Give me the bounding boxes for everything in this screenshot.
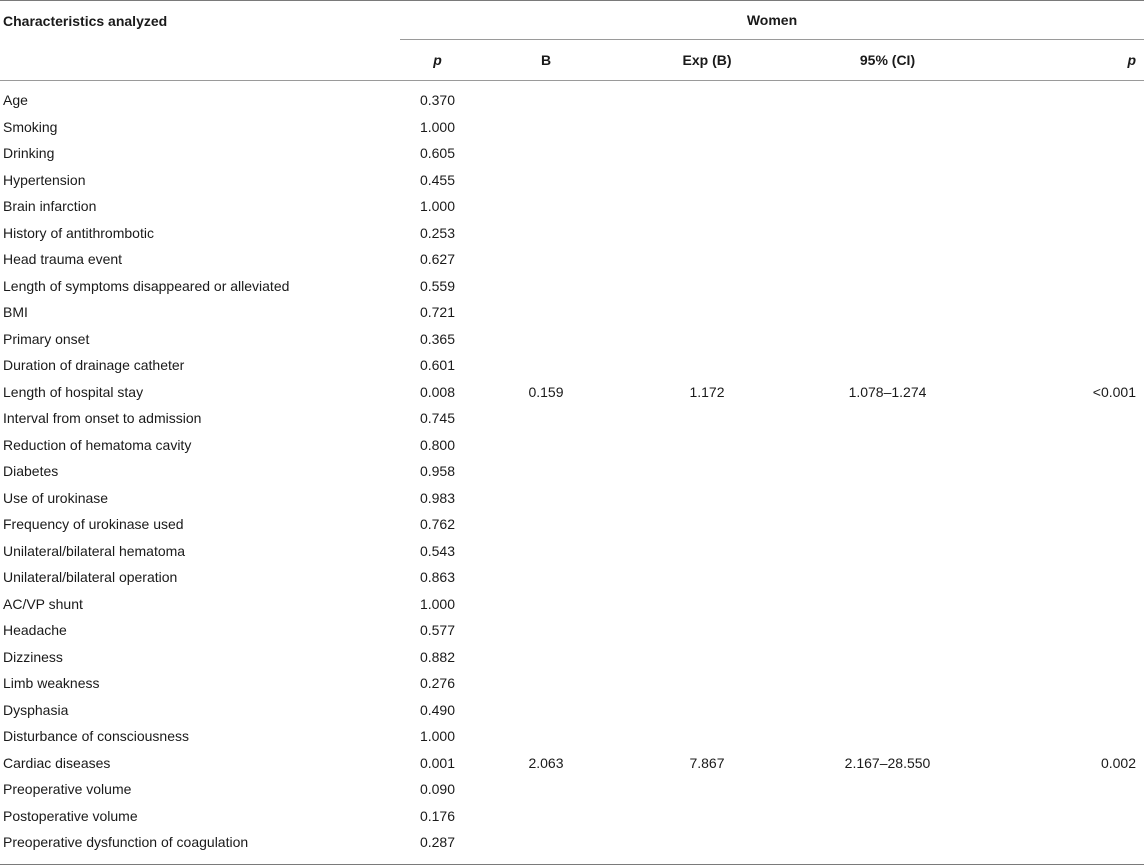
b-value-cell xyxy=(475,829,617,864)
column-header-p: p xyxy=(433,52,442,68)
p2-value-cell xyxy=(978,81,1144,114)
b-value-cell xyxy=(475,81,617,114)
header-row-1 xyxy=(0,1,1144,40)
table-row xyxy=(0,750,1144,777)
table-row xyxy=(0,564,1144,591)
p2-value-cell xyxy=(978,193,1144,220)
expb-value-cell xyxy=(617,273,797,300)
expb-value-cell: 1.172 xyxy=(689,383,725,400)
ci-value-cell xyxy=(797,140,978,167)
b-value-cell xyxy=(475,220,617,247)
p2-value-cell xyxy=(978,803,1144,830)
table-row xyxy=(0,405,1144,432)
expb-value-cell xyxy=(617,167,797,194)
row-label-cell: Length of symptoms disappeared or alleviated xyxy=(3,277,290,294)
b-value-cell xyxy=(475,776,617,803)
expb-value-cell xyxy=(617,299,797,326)
row-label-cell: Length of hospital stay xyxy=(3,383,144,400)
p-value-cell: 0.601 xyxy=(419,357,456,374)
b-value-cell xyxy=(475,803,617,830)
p2-value-cell xyxy=(978,299,1144,326)
p2-value-cell xyxy=(978,511,1144,538)
p-value-cell: 0.276 xyxy=(419,675,456,692)
ci-value-cell xyxy=(797,776,978,803)
b-value-cell xyxy=(475,458,617,485)
b-value-cell xyxy=(475,591,617,618)
b-value-cell xyxy=(475,352,617,379)
p2-value-cell xyxy=(978,723,1144,750)
ci-value-cell xyxy=(797,538,978,565)
expb-value-cell xyxy=(617,220,797,247)
ci-value-cell xyxy=(797,591,978,618)
p2-value-cell xyxy=(978,617,1144,644)
expb-value-cell xyxy=(617,114,797,141)
b-value-cell xyxy=(475,617,617,644)
expb-value-cell xyxy=(617,564,797,591)
p-value-cell: 0.983 xyxy=(419,489,456,506)
b-value-cell xyxy=(475,511,617,538)
p2-value-cell xyxy=(978,326,1144,353)
p2-value-cell: 0.002 xyxy=(1100,754,1136,771)
table-row xyxy=(0,167,1144,194)
table-row xyxy=(0,697,1144,724)
row-label-cell: Smoking xyxy=(3,118,58,135)
b-value-cell xyxy=(475,273,617,300)
p2-value-cell xyxy=(978,140,1144,167)
p-value-cell: 1.000 xyxy=(419,728,456,745)
table-row xyxy=(0,776,1144,803)
expb-value-cell: 7.867 xyxy=(689,754,725,771)
row-label-cell: Cardiac diseases xyxy=(3,754,111,771)
p-value-cell: 0.863 xyxy=(419,569,456,586)
ci-value-cell xyxy=(797,644,978,671)
p2-value-cell xyxy=(978,458,1144,485)
expb-value-cell xyxy=(617,326,797,353)
ci-value-cell xyxy=(797,193,978,220)
ci-value-cell xyxy=(797,246,978,273)
row-label-cell: Preoperative volume xyxy=(3,781,132,798)
expb-value-cell xyxy=(617,591,797,618)
table-row xyxy=(0,140,1144,167)
ci-value-cell xyxy=(797,220,978,247)
column-header-expb: Exp (B) xyxy=(682,52,732,68)
p-value-cell: 0.543 xyxy=(419,542,456,559)
p2-value-cell xyxy=(978,644,1144,671)
table-row xyxy=(0,591,1144,618)
p-value-cell: 0.287 xyxy=(419,834,456,851)
table-row xyxy=(0,299,1144,326)
row-label-cell: Unilateral/bilateral hematoma xyxy=(3,542,186,559)
p2-value-cell xyxy=(978,405,1144,432)
ci-value-cell xyxy=(797,81,978,114)
b-value-cell xyxy=(475,114,617,141)
expb-value-cell xyxy=(617,246,797,273)
table-row xyxy=(0,458,1144,485)
p-value-cell: 0.721 xyxy=(419,304,456,321)
table-row xyxy=(0,193,1144,220)
expb-value-cell xyxy=(617,829,797,864)
table-row xyxy=(0,432,1144,459)
row-label-cell: Hypertension xyxy=(3,171,86,188)
expb-value-cell xyxy=(617,81,797,114)
ci-value-cell xyxy=(797,114,978,141)
row-label-cell: Interval from onset to admission xyxy=(3,410,202,427)
expb-value-cell xyxy=(617,538,797,565)
p2-value-cell xyxy=(978,485,1144,512)
p-value-cell: 0.490 xyxy=(419,701,456,718)
expb-value-cell xyxy=(617,644,797,671)
expb-value-cell xyxy=(617,697,797,724)
p2-value-cell xyxy=(978,538,1144,565)
table-row xyxy=(0,538,1144,565)
row-label-cell: Brain infarction xyxy=(3,198,97,215)
table-row xyxy=(0,246,1144,273)
p-value-cell: 0.365 xyxy=(419,330,456,347)
p2-value-cell: <0.001 xyxy=(1092,383,1136,400)
ci-value-cell xyxy=(797,829,978,864)
ci-value-cell xyxy=(797,167,978,194)
expb-value-cell xyxy=(617,352,797,379)
p-value-cell: 0.253 xyxy=(419,224,456,241)
p-value-cell: 0.008 xyxy=(419,383,456,400)
row-label-cell: Primary onset xyxy=(3,330,90,347)
table-body xyxy=(0,81,1144,865)
p-value-cell: 0.559 xyxy=(419,277,456,294)
p-value-cell: 0.001 xyxy=(419,754,456,771)
ci-value-cell xyxy=(797,405,978,432)
b-value-cell xyxy=(475,405,617,432)
b-value-cell xyxy=(475,246,617,273)
ci-value-cell xyxy=(797,723,978,750)
p-value-cell: 0.762 xyxy=(419,516,456,533)
row-label-cell: Dysphasia xyxy=(3,701,69,718)
b-value-cell xyxy=(475,670,617,697)
table-row xyxy=(0,273,1144,300)
b-value-cell xyxy=(475,697,617,724)
p2-value-cell xyxy=(978,273,1144,300)
ci-value-cell xyxy=(797,564,978,591)
ci-value-cell xyxy=(797,432,978,459)
ci-value-cell xyxy=(797,617,978,644)
table-row xyxy=(0,352,1144,379)
p-value-cell: 0.370 xyxy=(419,92,456,109)
row-label-header: Characteristics analyzed xyxy=(3,13,168,29)
row-label-cell: Limb weakness xyxy=(3,675,100,692)
table-row xyxy=(0,220,1144,247)
row-label-cell: Head trauma event xyxy=(3,251,123,268)
expb-value-cell xyxy=(617,193,797,220)
p-value-cell: 0.176 xyxy=(419,807,456,824)
expb-value-cell xyxy=(617,617,797,644)
expb-value-cell xyxy=(617,485,797,512)
p2-value-cell xyxy=(978,167,1144,194)
p-value-cell: 1.000 xyxy=(419,595,456,612)
table-row xyxy=(0,644,1144,671)
ci-value-cell xyxy=(797,273,978,300)
expb-value-cell xyxy=(617,511,797,538)
b-value-cell xyxy=(475,538,617,565)
b-value-cell: 2.063 xyxy=(528,754,564,771)
row-label-cell: AC/VP shunt xyxy=(3,595,83,612)
ci-value-cell xyxy=(797,511,978,538)
row-label-cell: Dizziness xyxy=(3,648,63,665)
row-label-cell: Headache xyxy=(3,622,67,639)
p2-value-cell xyxy=(978,432,1144,459)
p2-value-cell xyxy=(978,352,1144,379)
p-value-cell: 0.577 xyxy=(419,622,456,639)
b-value-cell xyxy=(475,564,617,591)
b-value-cell: 0.159 xyxy=(528,383,564,400)
b-value-cell xyxy=(475,140,617,167)
expb-value-cell xyxy=(617,723,797,750)
p2-value-cell xyxy=(978,564,1144,591)
expb-value-cell xyxy=(617,803,797,830)
row-label-cell: Frequency of urokinase used xyxy=(3,516,184,533)
column-header-p2: p xyxy=(1127,52,1136,68)
table-row xyxy=(0,803,1144,830)
p2-value-cell xyxy=(978,220,1144,247)
table-row xyxy=(0,81,1144,114)
ci-value-cell xyxy=(797,458,978,485)
p2-value-cell xyxy=(978,697,1144,724)
p-value-cell: 0.745 xyxy=(419,410,456,427)
row-label-cell: Preoperative dysfunction of coagulation xyxy=(3,834,249,851)
p2-value-cell xyxy=(978,246,1144,273)
p2-value-cell xyxy=(978,591,1144,618)
b-value-cell xyxy=(475,432,617,459)
row-label-cell: Use of urokinase xyxy=(3,489,109,506)
p-value-cell: 0.882 xyxy=(419,648,456,665)
ci-value-cell: 2.167–28.550 xyxy=(844,754,931,771)
row-label-cell: BMI xyxy=(3,304,28,321)
b-value-cell xyxy=(475,644,617,671)
table-row xyxy=(0,617,1144,644)
ci-value-cell xyxy=(797,697,978,724)
p2-value-cell xyxy=(978,114,1144,141)
ci-value-cell xyxy=(797,803,978,830)
b-value-cell xyxy=(475,193,617,220)
b-value-cell xyxy=(475,485,617,512)
p2-value-cell xyxy=(978,670,1144,697)
table-row xyxy=(0,326,1144,353)
row-label-cell: Disturbance of consciousness xyxy=(3,728,189,745)
p2-value-cell xyxy=(978,776,1144,803)
p-value-cell: 0.958 xyxy=(419,463,456,480)
p-value-cell: 1.000 xyxy=(419,118,456,135)
column-header-b: B xyxy=(540,52,552,68)
ci-value-cell xyxy=(797,326,978,353)
row-label-cell: Unilateral/bilateral operation xyxy=(3,569,178,586)
ci-value-cell: 1.078–1.274 xyxy=(848,383,927,400)
group-header: Women xyxy=(400,1,1144,40)
expb-value-cell xyxy=(617,458,797,485)
p-value-cell: 0.455 xyxy=(419,171,456,188)
table-row xyxy=(0,485,1144,512)
row-label-cell: Duration of drainage catheter xyxy=(3,357,185,374)
row-label-cell: Postoperative volume xyxy=(3,807,138,824)
p2-value-cell xyxy=(978,829,1144,864)
p-value-cell: 0.605 xyxy=(419,145,456,162)
row-label-cell: History of antithrombotic xyxy=(3,224,154,241)
row-label-cell: Age xyxy=(3,92,28,109)
ci-value-cell xyxy=(797,485,978,512)
expb-value-cell xyxy=(617,140,797,167)
table-row xyxy=(0,114,1144,141)
ci-value-cell xyxy=(797,352,978,379)
b-value-cell xyxy=(475,326,617,353)
table-row xyxy=(0,670,1144,697)
p-value-cell: 0.090 xyxy=(419,781,456,798)
expb-value-cell xyxy=(617,432,797,459)
ci-value-cell xyxy=(797,299,978,326)
row-label-cell: Diabetes xyxy=(3,463,59,480)
b-value-cell xyxy=(475,723,617,750)
expb-value-cell xyxy=(617,776,797,803)
expb-value-cell xyxy=(617,405,797,432)
row-label-cell: Drinking xyxy=(3,145,55,162)
b-value-cell xyxy=(475,167,617,194)
b-value-cell xyxy=(475,299,617,326)
table-row xyxy=(0,723,1144,750)
table-row xyxy=(0,379,1144,406)
ci-value-cell xyxy=(797,670,978,697)
table-row xyxy=(0,511,1144,538)
p-value-cell: 0.800 xyxy=(419,436,456,453)
table-row xyxy=(0,829,1144,864)
row-label-cell: Reduction of hematoma cavity xyxy=(3,436,192,453)
expb-value-cell xyxy=(617,670,797,697)
p-value-cell: 0.627 xyxy=(419,251,456,268)
column-header-ci: 95% (CI) xyxy=(859,52,916,68)
p-value-cell: 1.000 xyxy=(419,198,456,215)
